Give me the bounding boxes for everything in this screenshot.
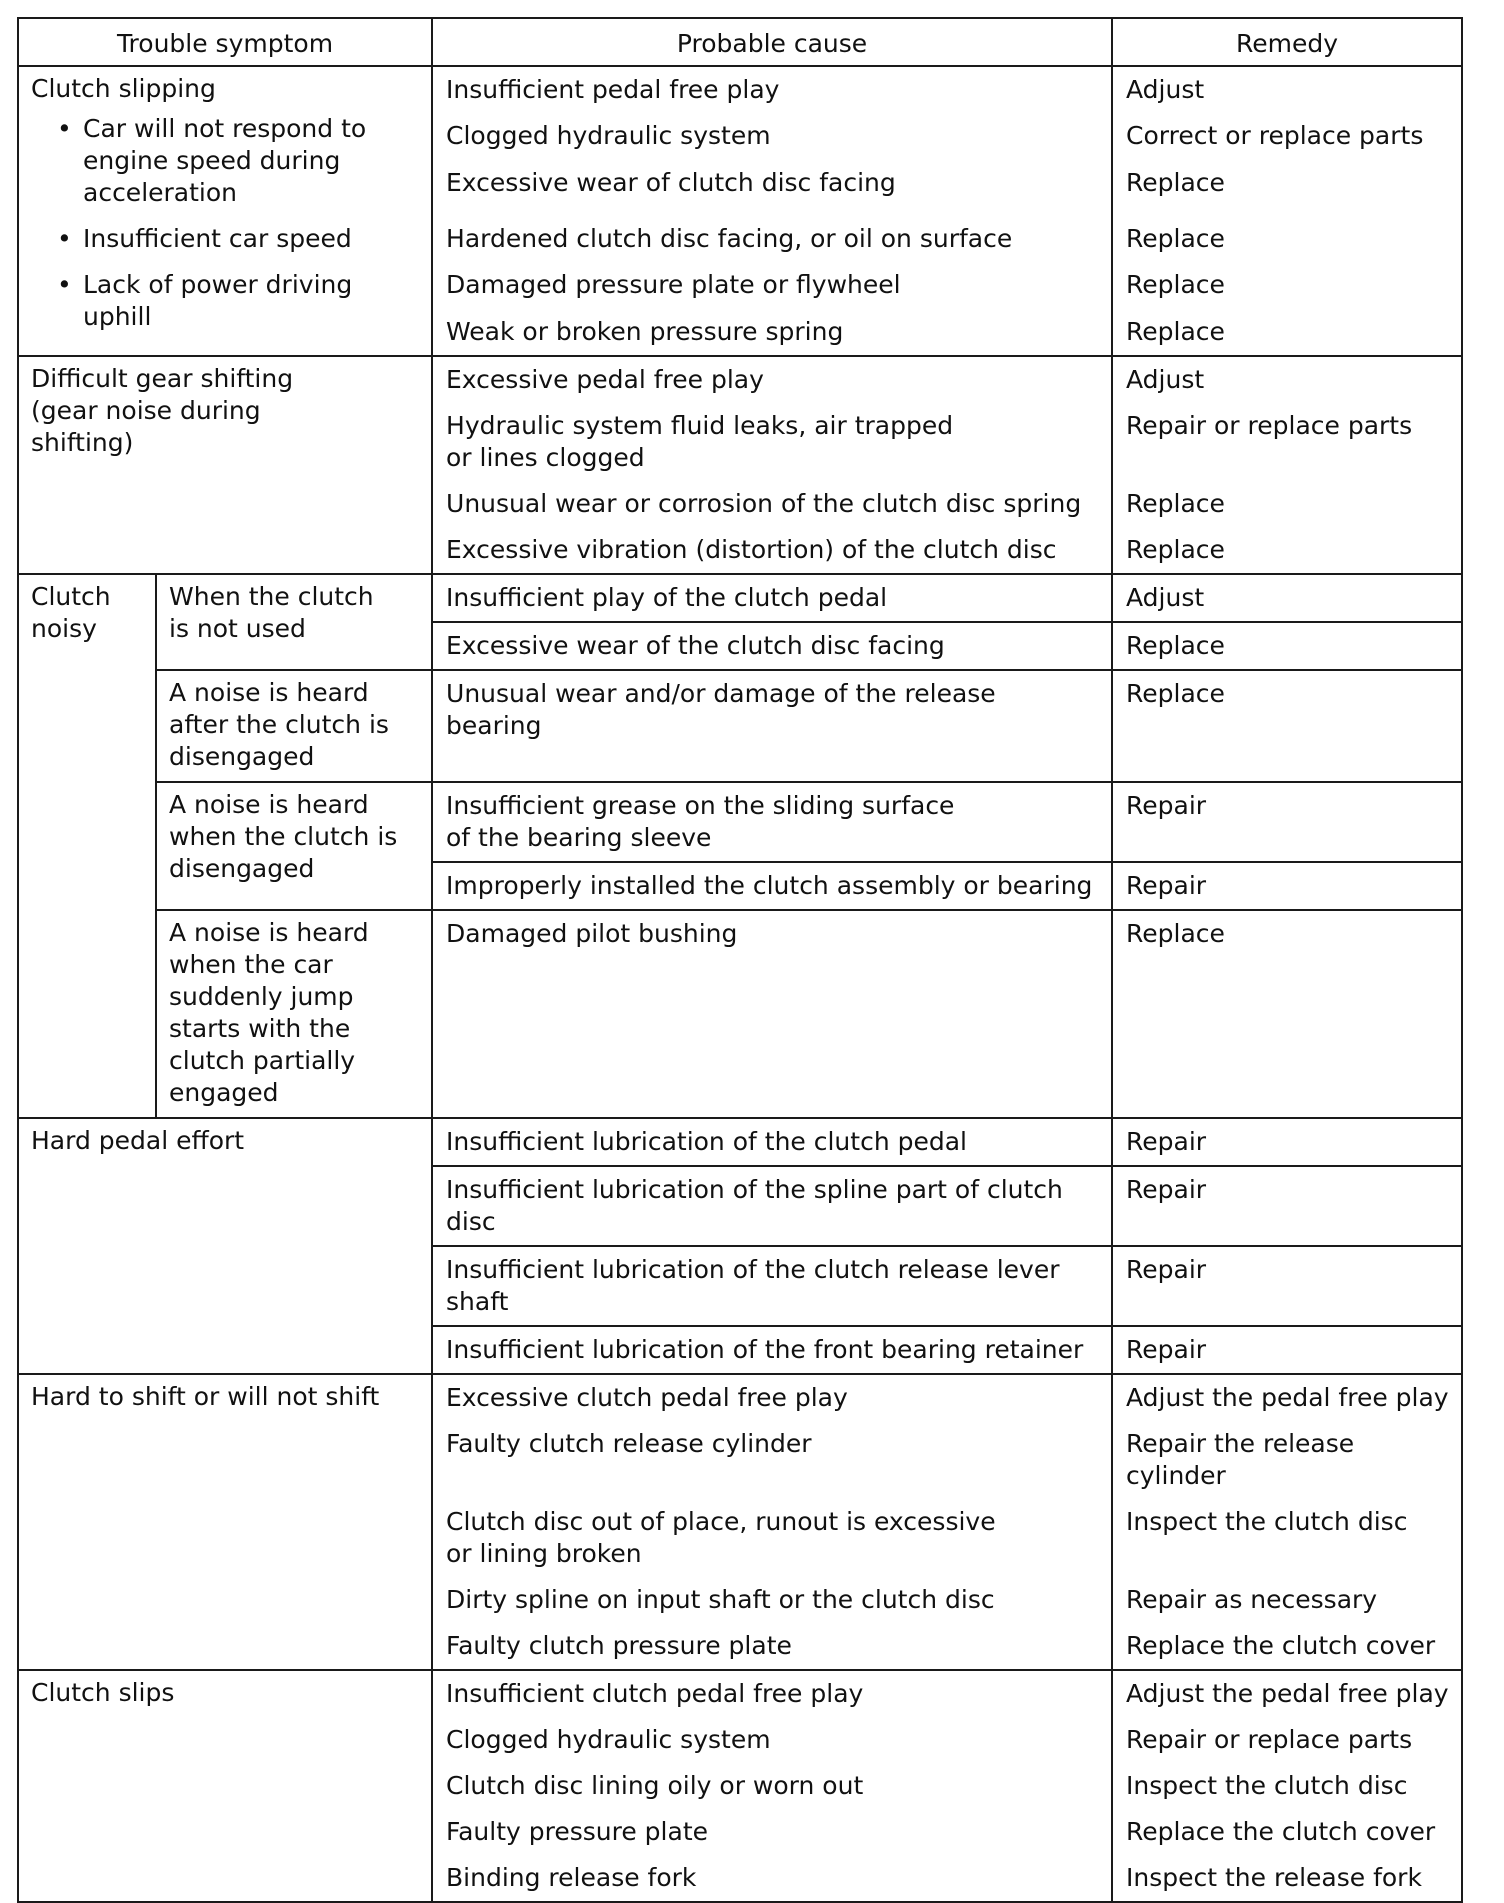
cause-text: Binding release fork bbox=[446, 1863, 697, 1892]
remedy-text: Repair the release cylinder bbox=[1126, 1429, 1355, 1490]
remedy-text: Repair or replace parts bbox=[1126, 1725, 1413, 1754]
table-row bbox=[18, 1670, 1462, 1717]
header-probable-cause: Probable cause bbox=[432, 18, 1112, 66]
cause-text: Faulty clutch pressure plate bbox=[446, 1631, 792, 1660]
cause-text: Insufficient play of the clutch pedal bbox=[446, 583, 888, 612]
header-row bbox=[18, 18, 1462, 66]
header-trouble-symptom: Trouble symptom bbox=[18, 18, 432, 66]
cause-text: Damaged pilot bushing bbox=[446, 919, 738, 948]
cause-text: Insufficient grease on the sliding surface of the bearing sleeve bbox=[446, 791, 955, 852]
cause-cell bbox=[432, 160, 1112, 216]
remedy-text: Replace the clutch cover bbox=[1126, 1817, 1436, 1846]
symptom-cell bbox=[18, 66, 432, 356]
cause-text: Dirty spline on input shaft or the clutch disc bbox=[446, 1585, 995, 1614]
cause-cell bbox=[432, 66, 1112, 113]
cause-text: Insufficient lubrication of the front bearing retainer bbox=[446, 1335, 1084, 1364]
cause-cell bbox=[432, 216, 1112, 262]
symptom-bullet: • Insufficient car speed bbox=[83, 223, 419, 255]
cause-text: Clutch disc out of place, runout is excessive or lining broken bbox=[446, 1507, 996, 1568]
condition-text: A noise is heard when the car suddenly jump starts with the clutch partially engaged bbox=[169, 918, 369, 1107]
table-row bbox=[18, 1118, 1462, 1166]
symptom-bullet: • Lack of power driving uphill bbox=[83, 269, 419, 333]
remedy-cell bbox=[1112, 782, 1462, 862]
remedy-cell bbox=[1112, 1763, 1462, 1809]
cause-cell bbox=[432, 1326, 1112, 1374]
condition-cell bbox=[156, 782, 432, 910]
cause-cell bbox=[432, 1670, 1112, 1717]
cause-cell bbox=[432, 1421, 1112, 1499]
symptom-title: Hard to shift or will not shift bbox=[31, 1382, 380, 1411]
table-row bbox=[18, 1374, 1462, 1421]
symptom-bullet-list bbox=[31, 113, 419, 333]
troubleshooting-table bbox=[17, 17, 1463, 1903]
remedy-cell bbox=[1112, 1809, 1462, 1855]
cause-cell bbox=[432, 622, 1112, 670]
remedy-cell bbox=[1112, 1166, 1462, 1246]
remedy-text: Repair or replace parts bbox=[1126, 411, 1413, 440]
remedy-text: Inspect the clutch disc bbox=[1126, 1771, 1408, 1800]
cause-cell bbox=[432, 309, 1112, 356]
cause-cell bbox=[432, 670, 1112, 782]
remedy-text: Replace the clutch cover bbox=[1126, 1631, 1436, 1660]
cause-text: Faulty clutch release cylinder bbox=[446, 1429, 812, 1458]
cause-text: Hydraulic system fluid leaks, air trapped or lines clogged bbox=[446, 411, 954, 472]
remedy-text: Replace bbox=[1126, 316, 1225, 346]
cause-cell bbox=[432, 782, 1112, 862]
cause-text: Insufficient lubrication of the spline part of clutch disc bbox=[446, 1175, 1063, 1236]
remedy-cell bbox=[1112, 216, 1462, 262]
cause-cell bbox=[432, 1374, 1112, 1421]
remedy-cell bbox=[1112, 862, 1462, 910]
cause-text: Excessive clutch pedal free play bbox=[446, 1383, 848, 1412]
remedy-text: Adjust bbox=[1126, 365, 1205, 394]
table-row bbox=[18, 574, 1462, 622]
remedy-cell bbox=[1112, 160, 1462, 216]
cause-text: Damaged pressure plate or flywheel bbox=[446, 270, 901, 300]
cause-cell bbox=[432, 527, 1112, 574]
condition-cell bbox=[156, 670, 432, 782]
remedy-text: Replace bbox=[1126, 167, 1225, 197]
cause-text: Excessive wear of clutch disc facing bbox=[446, 167, 896, 197]
remedy-cell bbox=[1112, 910, 1462, 1118]
table-row bbox=[18, 356, 1462, 403]
remedy-text: Repair bbox=[1126, 791, 1207, 820]
table-row bbox=[18, 66, 1462, 113]
symptom-title: Clutch slipping bbox=[31, 74, 216, 103]
cause-text: Insufficient lubrication of the clutch pedal bbox=[446, 1127, 967, 1156]
cause-text: Faulty pressure plate bbox=[446, 1817, 709, 1846]
cause-cell bbox=[432, 356, 1112, 403]
remedy-cell bbox=[1112, 309, 1462, 356]
cause-text: Improperly installed the clutch assembly or bearing bbox=[446, 871, 1093, 900]
remedy-text: Replace bbox=[1126, 270, 1225, 300]
remedy-cell bbox=[1112, 574, 1462, 622]
cause-cell bbox=[432, 1809, 1112, 1855]
cause-text: Insufficient clutch pedal free play bbox=[446, 1679, 864, 1708]
remedy-cell bbox=[1112, 481, 1462, 527]
remedy-text: Replace bbox=[1126, 489, 1225, 518]
condition-text: A noise is heard after the clutch is disengaged bbox=[169, 678, 389, 771]
cause-cell bbox=[432, 262, 1112, 308]
symptom-cell bbox=[18, 574, 156, 1118]
cause-cell bbox=[432, 574, 1112, 622]
table-row bbox=[18, 670, 1462, 782]
cause-cell bbox=[432, 1717, 1112, 1763]
remedy-cell bbox=[1112, 1717, 1462, 1763]
symptom-title: Clutch noisy bbox=[31, 582, 111, 643]
remedy-text: Repair bbox=[1126, 1175, 1207, 1204]
cause-cell bbox=[432, 481, 1112, 527]
condition-text: A noise is heard when the clutch is disengaged bbox=[169, 790, 398, 883]
symptom-title: Difficult gear shifting (gear noise during shifting) bbox=[31, 364, 294, 457]
remedy-text: Replace bbox=[1126, 679, 1225, 708]
remedy-text: Adjust bbox=[1126, 583, 1205, 612]
cause-cell bbox=[432, 1118, 1112, 1166]
symptom-cell bbox=[18, 1374, 432, 1670]
remedy-cell bbox=[1112, 527, 1462, 574]
remedy-text: Replace bbox=[1126, 535, 1225, 564]
cause-cell bbox=[432, 1623, 1112, 1670]
remedy-cell bbox=[1112, 1374, 1462, 1421]
remedy-text: Repair bbox=[1126, 1255, 1207, 1284]
cause-text: Insufficient pedal free play bbox=[446, 75, 780, 104]
remedy-cell bbox=[1112, 670, 1462, 782]
remedy-cell bbox=[1112, 1577, 1462, 1623]
cause-text: Excessive pedal free play bbox=[446, 365, 764, 394]
remedy-cell bbox=[1112, 113, 1462, 159]
cause-text: Excessive wear of the clutch disc facing bbox=[446, 631, 945, 660]
condition-text: When the clutch is not used bbox=[169, 582, 374, 643]
symptom-cell bbox=[18, 1670, 432, 1902]
symptom-title: Hard pedal effort bbox=[31, 1126, 245, 1155]
cause-text: Excessive vibration (distortion) of the clutch disc bbox=[446, 535, 1057, 564]
remedy-cell bbox=[1112, 1623, 1462, 1670]
cause-cell bbox=[432, 910, 1112, 1118]
remedy-cell bbox=[1112, 262, 1462, 308]
remedy-text: Correct or replace parts bbox=[1126, 121, 1424, 151]
remedy-cell bbox=[1112, 403, 1462, 481]
remedy-cell bbox=[1112, 1421, 1462, 1499]
remedy-text: Repair bbox=[1126, 1335, 1207, 1364]
header-remedy: Remedy bbox=[1112, 18, 1462, 66]
remedy-text: Repair bbox=[1126, 871, 1207, 900]
remedy-cell bbox=[1112, 1118, 1462, 1166]
cause-text: Unusual wear and/or damage of the release bearing bbox=[446, 679, 996, 740]
symptom-cell bbox=[18, 356, 432, 574]
remedy-cell bbox=[1112, 1499, 1462, 1577]
table-row bbox=[18, 910, 1462, 1118]
condition-cell bbox=[156, 910, 432, 1118]
remedy-text: Inspect the release fork bbox=[1126, 1863, 1422, 1892]
symptom-cell bbox=[18, 1118, 432, 1374]
remedy-cell bbox=[1112, 622, 1462, 670]
cause-cell bbox=[432, 1499, 1112, 1577]
remedy-text: Adjust the pedal free play bbox=[1126, 1679, 1449, 1708]
remedy-cell bbox=[1112, 1246, 1462, 1326]
remedy-text: Inspect the clutch disc bbox=[1126, 1507, 1408, 1536]
remedy-cell bbox=[1112, 356, 1462, 403]
remedy-text: Replace bbox=[1126, 919, 1225, 948]
remedy-text: Repair as necessary bbox=[1126, 1585, 1378, 1614]
cause-cell bbox=[432, 1577, 1112, 1623]
remedy-cell bbox=[1112, 1670, 1462, 1717]
cause-text: Clogged hydraulic system bbox=[446, 121, 771, 151]
remedy-cell bbox=[1112, 1326, 1462, 1374]
symptom-title: Clutch slips bbox=[31, 1678, 175, 1707]
remedy-text: Adjust bbox=[1126, 75, 1205, 104]
remedy-text: Replace bbox=[1126, 631, 1225, 660]
cause-cell bbox=[432, 1166, 1112, 1246]
cause-cell bbox=[432, 1763, 1112, 1809]
table-row bbox=[18, 782, 1462, 862]
cause-cell bbox=[432, 403, 1112, 481]
cause-text: Clogged hydraulic system bbox=[446, 1725, 771, 1754]
remedy-cell bbox=[1112, 66, 1462, 113]
cause-cell bbox=[432, 113, 1112, 159]
cause-text: Clutch disc lining oily or worn out bbox=[446, 1771, 864, 1800]
symptom-bullet: • Car will not respond to engine speed during acceleration bbox=[83, 113, 419, 209]
remedy-text: Replace bbox=[1126, 224, 1225, 253]
condition-cell bbox=[156, 574, 432, 670]
cause-text: Insufficient lubrication of the clutch release lever shaft bbox=[446, 1255, 1060, 1316]
cause-cell bbox=[432, 862, 1112, 910]
cause-cell bbox=[432, 1855, 1112, 1902]
remedy-text: Repair bbox=[1126, 1127, 1207, 1156]
remedy-cell bbox=[1112, 1855, 1462, 1902]
cause-cell bbox=[432, 1246, 1112, 1326]
cause-text: Hardened clutch disc facing, or oil on surface bbox=[446, 224, 1013, 253]
remedy-text: Adjust the pedal free play bbox=[1126, 1383, 1449, 1412]
cause-text: Unusual wear or corrosion of the clutch disc spring bbox=[446, 489, 1082, 518]
cause-text: Weak or broken pressure spring bbox=[446, 316, 844, 346]
